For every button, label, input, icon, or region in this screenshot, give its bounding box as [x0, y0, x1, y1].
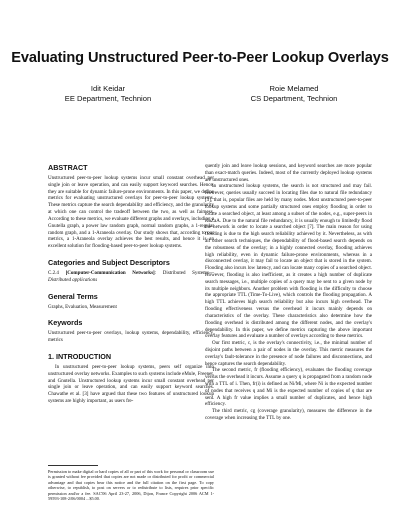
general-terms-text: Graphs, Evaluation, Measurement — [48, 303, 117, 310]
author-affiliation: CS Department, Technion — [250, 93, 338, 103]
category-bold: [Computer-Communication Networks] — [65, 269, 155, 276]
keywords-heading: Keywords — [48, 318, 83, 328]
right-column — [205, 163, 372, 422]
categories-heading: Categories and Subject Descriptors — [48, 257, 170, 267]
category-italic: Distributed applications — [48, 276, 98, 283]
author-name: Roie Melamed — [269, 84, 319, 93]
body-paragraph: In unstructured lookup systems, the search is not structured and may fail. However, queries usually succeed in locating files due to natural file redundancy [3], that is, popular files are held by many nodes. Most unstructured peer-to-peer lookup systems and some partially structured ones employ flooding in order to locate a searched object, at least among a subset of the nodes, e.g., super-peers in KaZaA. Due to the natural file redundancy, it is usually enough to limitedly flood the network in order to locate a searched object [7]. The main reason for using flooding is due to the high search reliability achieved by it. Nevertheless, as with all other search techniques, the dependability of flood-based search depends on the robustness of the overlay; in a highly connected overlay, flooding achieves high reliability, even in dynamic failure-prone environments, whereas in a disconnected overlay, it may fail to locate an object that is stored in the system. Flooding also incurs low latency, and can locate many copies of a searched object. However, flooding is also inefficient, as it creates a high number of duplicate search messages, i.e., multiple copies of a query may be sent to a given node by its multiple neighbors. Another problem with flooding is the difficulty to choose the appropriate TTL (Time-To-Live), which controls the flooding propagation. A high TTL achieves high search reliability but also incurs high overhead. The flooding effectiveness versus the overhead it incurs mainly depends on characteristics of the overlay. These characteristics also determine how the flooding overhead is distributed among the different nodes, and the overlay's dependability. In this paper, we define metrics capturing the above important overlay features and evaluate a number of overlays according to these metrics. — [205, 183, 372, 340]
author-affiliation: EE Department, Technion — [64, 93, 152, 103]
body-paragraph: quently join and leave lookup sessions, and keyword searches are more popular than exact-match queries. Indeed, most of the currently deployed lookup systems are unstructured ones. — [205, 163, 372, 183]
abstract-heading: ABSTRACT — [48, 163, 88, 172]
copyright-footnote: Permission to make digital or hard copies of all or part of this work for personal or classroom use is granted without fee provided that copies are not made or distributed for profit or commercial advantage and that copies bear this notice and the full citation on the first page. To copy otherwise, to republish, to post on servers or to redistribute to lists, requires prior specific permission and/or a fee. SAC'06 April 23-27, 2006, Dijon, France Copyright 2006 ACM 1-59593-108-2/06/0004 ...$5.00. — [48, 469, 214, 502]
introduction-heading: 1. INTRODUCTION — [48, 352, 112, 361]
introduction-text: In unstructured peer-to-peer lookup systems, peers self organize into unstructured overlay networks. Examples to such systems include eMule, Freenet, and Gnutella. Unstructured lookup systems incur small constant overhead per single join or leave operation, and can easily support keyword searches. Chawathe et al. [3] have argued that these two features of unstructured lookup systems are highly important, as users fre- — [48, 364, 214, 405]
paper-title: Evaluating Unstructured Peer-to-Peer Lookup Overlays — [11, 50, 389, 66]
left-column — [48, 163, 214, 405]
author-block-1 — [28, 84, 188, 103]
body-paragraph: The third metric, cg (coverage granularity), measures the difference in the coverage when increasing the TTL by one. — [205, 408, 372, 422]
categories-text — [48, 270, 214, 284]
general-terms-heading: General Terms — [48, 291, 98, 301]
category-rest: : Distributed Systems— — [154, 269, 214, 276]
author-name: Idit Keidar — [90, 84, 126, 93]
footnote-divider — [48, 465, 98, 466]
category-code: C.2.4 — [48, 269, 59, 276]
author-block-2 — [204, 84, 384, 103]
body-paragraph: The second metric, fr (flooding efficiency), evaluates the flooding coverage versus the overhead it incurs. Assume a query q is propagated from a random node with a TTL of i. Then, fr(i) is defined as Ni/Mi, where Ni is the expected number of nodes that receives q and Mi is the expected number of copies of q that are sent. A high fr value implies a small number of duplicates, and hence high efficiency. — [205, 367, 372, 408]
keywords-text: Unstructured peer-to-peer overlays, lookup systems, dependability, efficiency, metrics — [48, 330, 214, 344]
body-paragraph: Our first metric, c, is the overlay's connectivity, i.e., the minimal number of disjoint paths between a pair of nodes in the overlay. This metric measures the overlay's fault-tolerance in the presence of node failures and disconnections, and hence captures the search dependability. — [205, 340, 372, 367]
abstract-text: Unstructured peer-to-peer lookup systems incur small constant overhead per single join or leave operation, and can easily support keyword searches. Hence, they are suitable for dynamic failure-prone environments. In this paper, we define metrics for evaluating unstructured overlays for peer-to-peer lookup systems. These metrics capture the search dependability and efficiency, and the granularity at which one can control the tradeoff between the two, as well as fairness. According to these metrics, we evaluate different graphs and overlays, including a Gnutella graph, a power law random graph, normal random graphs, a 1-regular random graph, and a 1-Araneola overlay. Our study shows that, according to our metrics, a 1-Araneola overlay achieves the best results, and hence it is an excellent solution for flooding-based peer-to-peer lookup systems. — [48, 175, 214, 250]
